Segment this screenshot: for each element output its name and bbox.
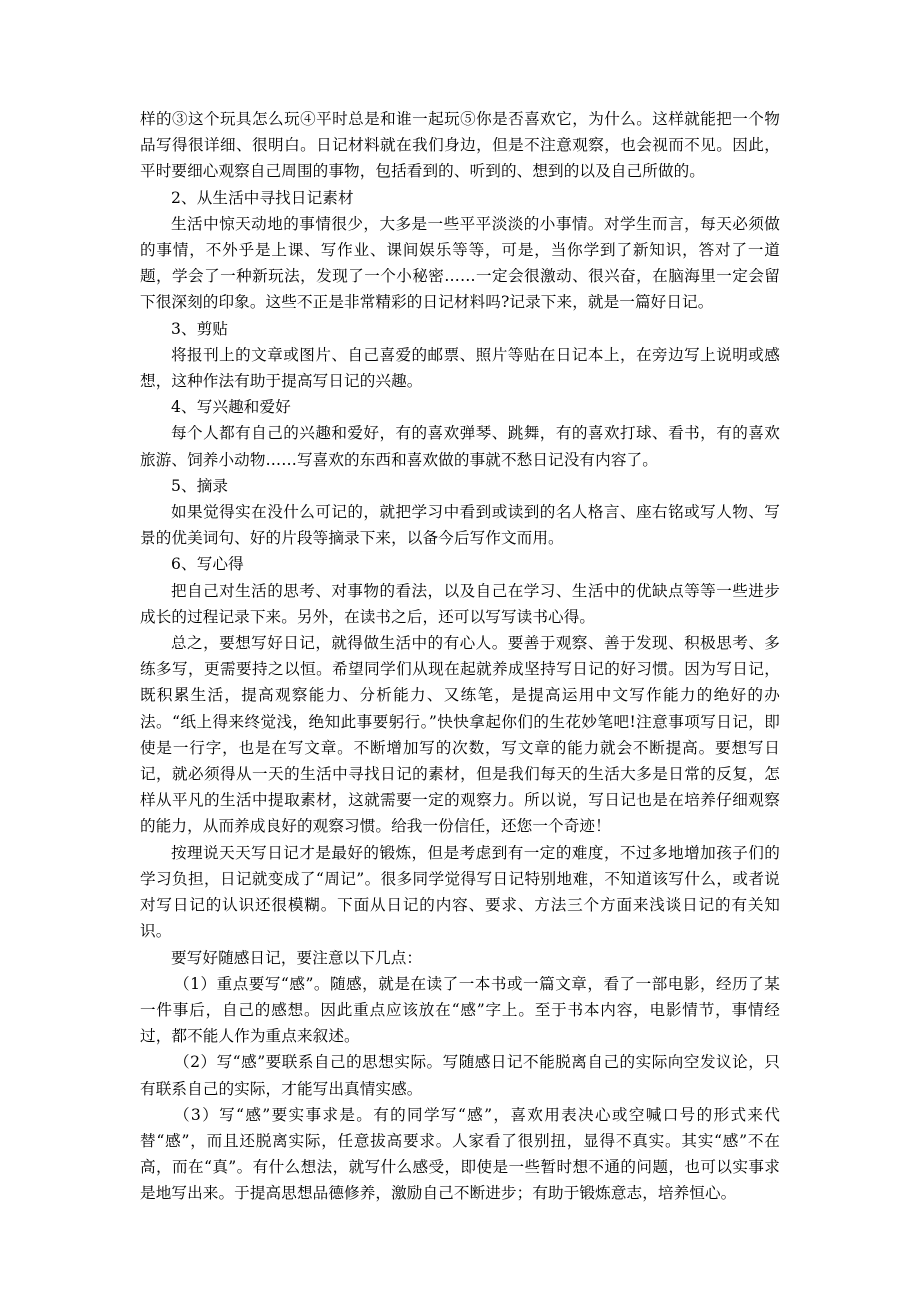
list-item-point-3: （3）写“感”要实事求是。有的同学写“感”，喜欢用表决心或空喊口号的形式来代替“感”，而且还脱离实际，任意拔高要求。人家看了很别扭，显得不真实。其实“感”不在高，而在“真”。有什么想法，就写什么感受，即使是一些暂时想不通的问题，也可以实事求是地写出来。于提高思想品德修养，激励自己不断进步；有助于锻炼意志，培养恒心。	[140, 1105, 780, 1203]
paragraph-section-5: 如果觉得实在没什么可记的，就把学习中看到或读到的名人格言、座右铭或写人物、写景的优美词句、好的片段等摘录下来，以备今后写作文而用。	[140, 503, 780, 548]
document-page	[140, 106, 780, 1207]
section-heading-5: 5、摘录	[171, 476, 229, 495]
paragraph-weekly-diary: 按理说天天写日记才是最好的锻炼，但是考虑到有一定的难度，不过多地增加孩子们的学习负担，日记就变成了“周记”。很多同学觉得写日记特别地难，不知道该写什么，或者说对写日记的认识还很模糊。下面从日记的内容、要求、方法三个方面来浅谈日记的有关知识。	[140, 843, 780, 941]
paragraph-points-intro: 要写好随感日记，要注意以下几点：	[171, 948, 423, 967]
paragraph-intro: 样的③这个玩具怎么玩④平时总是和谁一起玩⑤你是否喜欢它，为什么。这样就能把一个物品写得很详细、很明白。日记材料就在我们身边，但是不注意观察，也会视而不见。因此，平时要细心观察自己周围的事物，包括看到的、听到的、想到的以及自己所做的。	[140, 110, 780, 181]
section-heading-4: 4、写兴趣和爱好	[171, 398, 291, 417]
section-heading-2: 2、从生活中寻找日记素材	[171, 188, 354, 207]
section-heading-6: 6、写心得	[171, 555, 244, 574]
list-item-point-2: （2）写“感”要联系自己的思想实际。写随感日记不能脱离自己的实际向空发议论，只有联系自己的实际，才能写出真情实感。	[140, 1053, 780, 1098]
paragraph-section-4: 每个人都有自己的兴趣和爱好，有的喜欢弹琴、跳舞，有的喜欢打球、看书，有的喜欢旅游、饲养小动物……写喜欢的东西和喜欢做的事就不愁日记没有内容了。	[140, 424, 780, 469]
section-heading-3: 3、剪贴	[171, 319, 229, 338]
paragraph-section-6: 把自己对生活的思考、对事物的看法，以及自己在学习、生活中的优缺点等等一些进步成长的过程记录下来。另外，在读书之后，还可以写写读书心得。	[140, 581, 780, 626]
paragraph-summary: 总之，要想写好日记，就得做生活中的有心人。要善于观察、善于发现、积极思考、多练多写，更需要持之以恒。希望同学们从现在起就养成坚持写日记的好习惯。因为写日记，既积累生活，提高观察能力、分析能力、又练笔，是提高运用中文写作能力的绝好的办法。“纸上得来终觉浅，绝知此事要躬行。”快快拿起你们的生花妙笔吧!注意事项写日记，即使是一行字，也是在写文章。不断增加写的次数，写文章的能力就会不断提高。要想写日记，就必须得从一天的生活中寻找日记的素材，但是我们每天的生活大多是日常的反复，怎样从平凡的生活中提取素材，这就需要一定的观察力。所以说，写日记也是在培养仔细观察的能力，从而养成良好的观察习惯。给我一份信任，还您一个奇迹！	[140, 634, 780, 836]
paragraph-section-3: 将报刊上的文章或图片、自己喜爱的邮票、照片等贴在日记本上，在旁边写上说明或感想，这种作法有助于提高写日记的兴趣。	[140, 345, 780, 391]
paragraph-section-2: 生活中惊天动地的事情很少，大多是一些平平淡淡的小事情。对学生而言，每天必须做的事情，不外乎是上课、写作业、课间娱乐等等，可是，当你学到了新知识，答对了一道题，学会了一种新玩法，发现了一个小秘密……一定会很激动、很兴奋，在脑海里一定会留下很深刻的印象。这些不正是非常精彩的日记材料吗?记录下来，就是一篇好日记。	[140, 214, 780, 312]
list-item-point-1: （1）重点要写“感”。随感，就是在读了一本书或一篇文章，看了一部电影，经历了某一件事后，自己的感想。因此重点应该放在“感”字上。至于书本内容，电影情节，事情经过，都不能人作为重点来叙述。	[140, 974, 780, 1046]
